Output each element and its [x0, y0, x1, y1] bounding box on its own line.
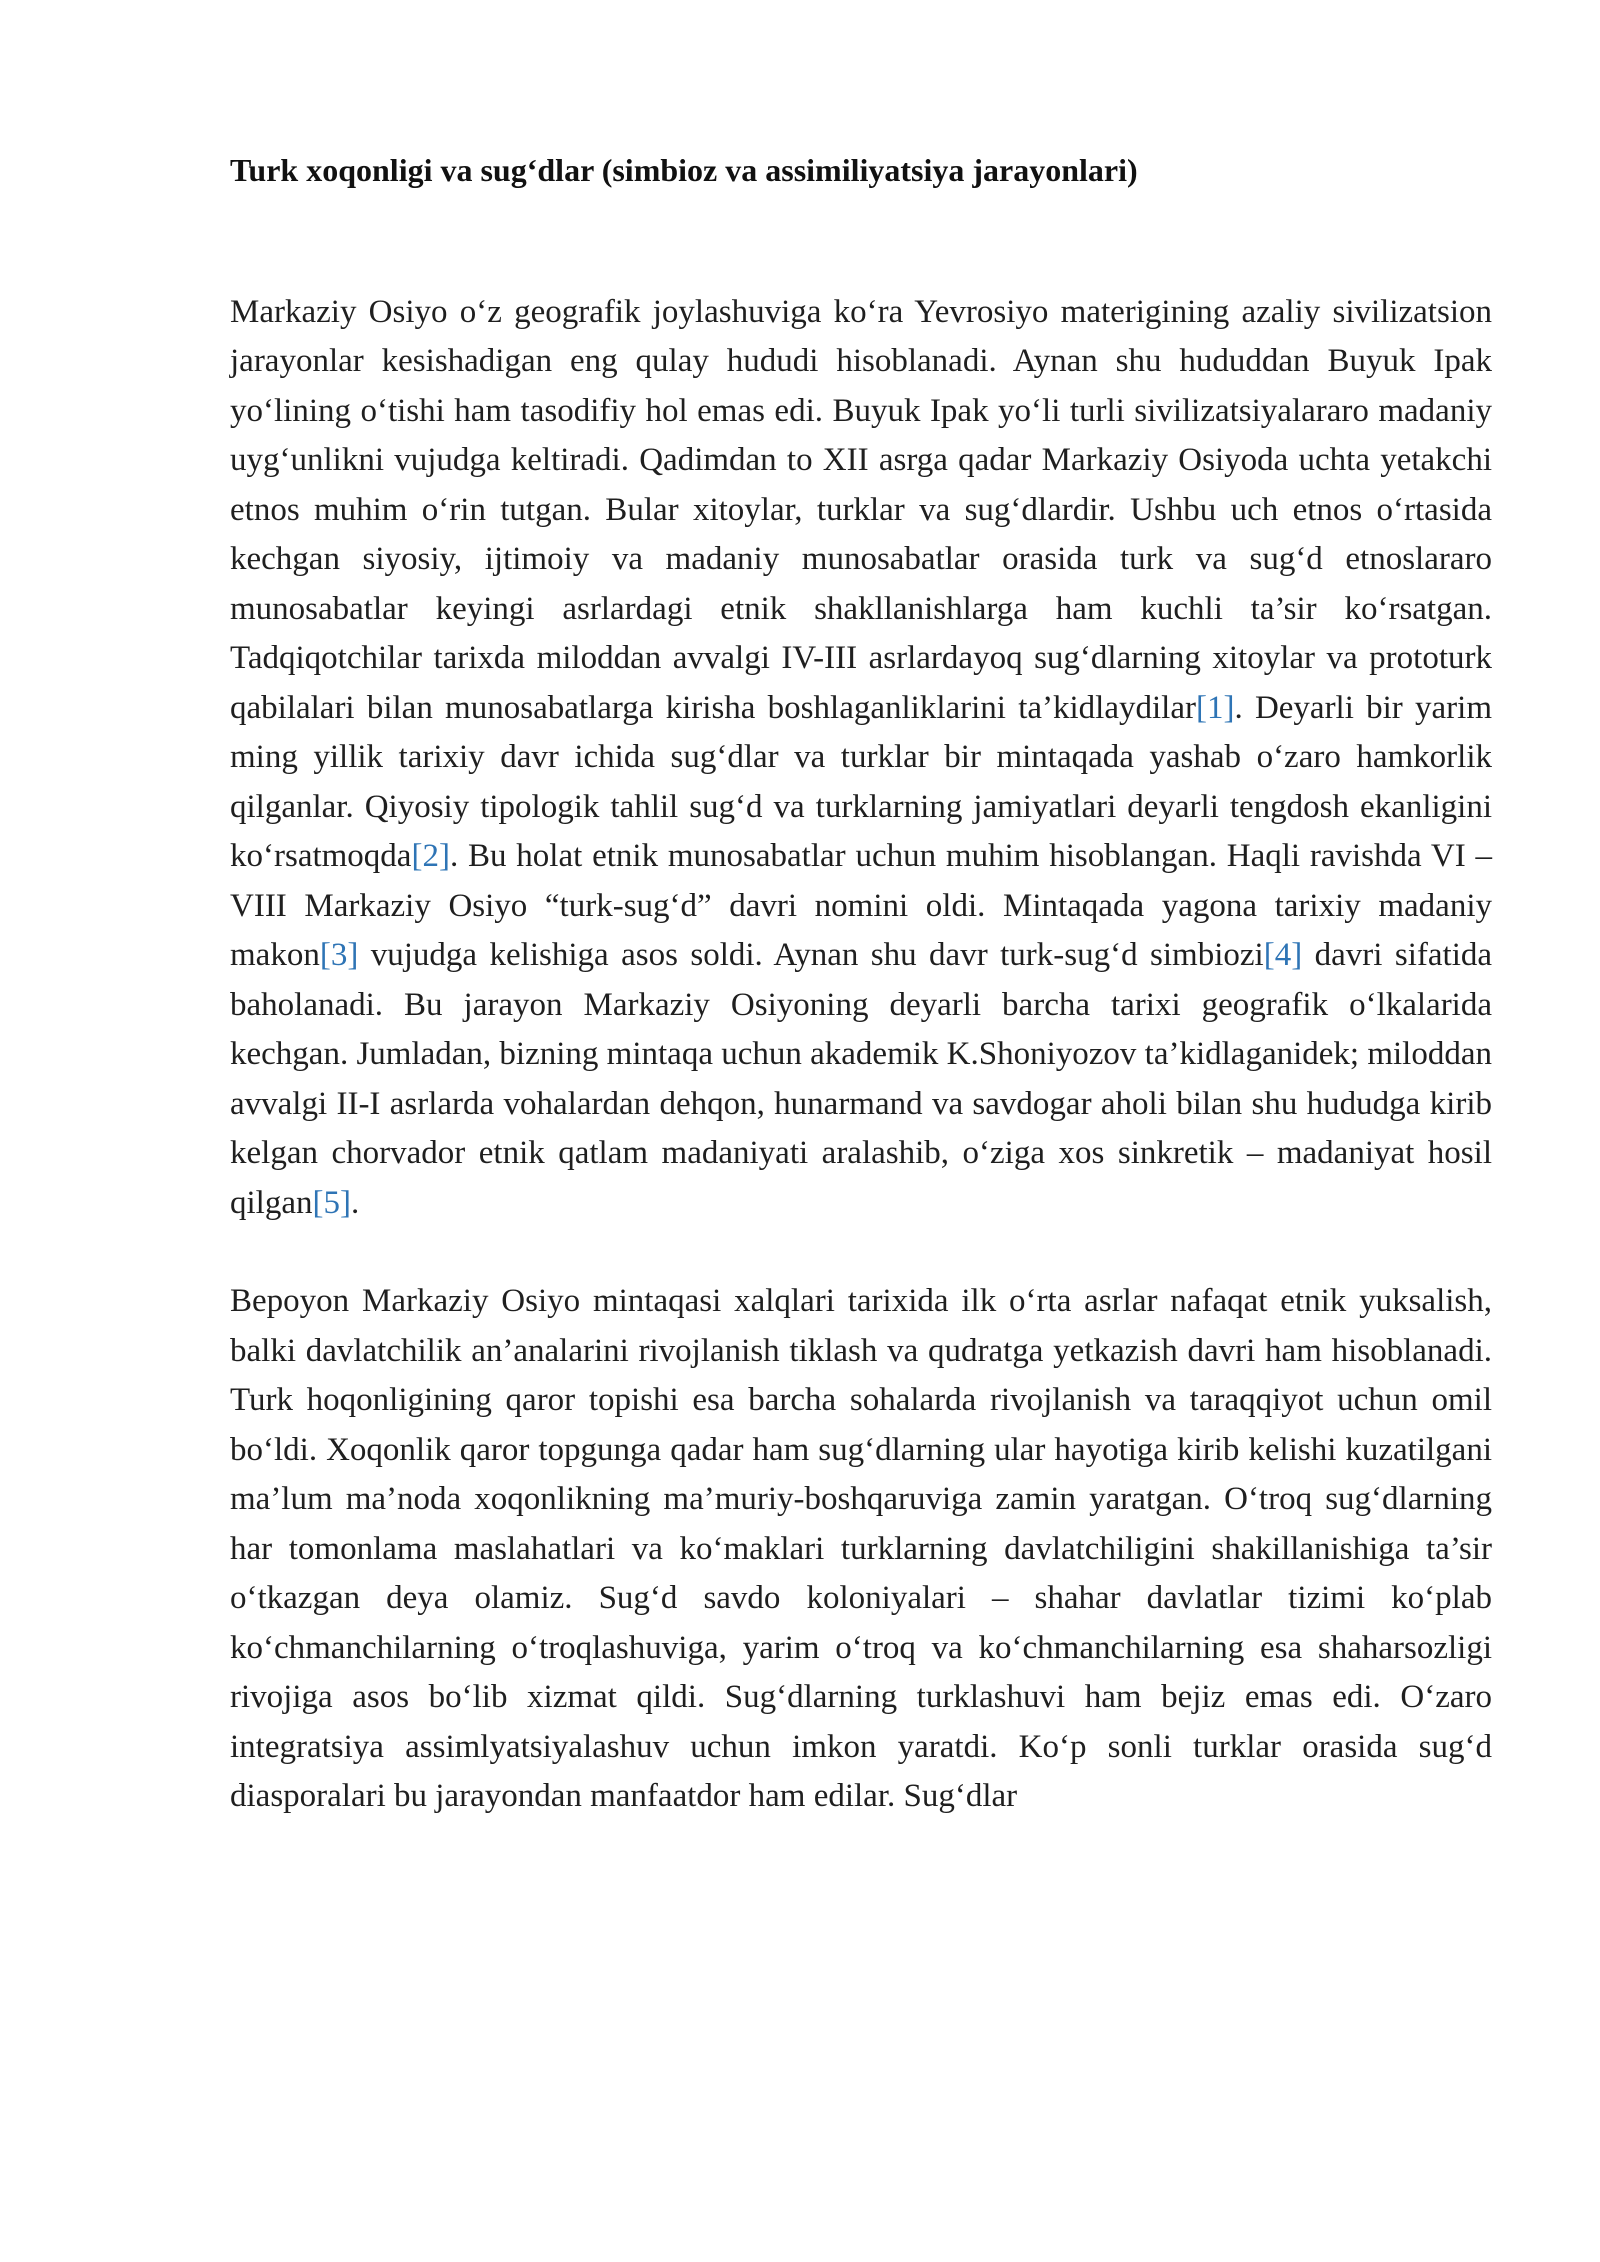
footnote-link-3[interactable]: [3] — [319, 937, 359, 974]
paragraph-text: vujudga kelishiga asos soldi. Aynan shu davr turk-sug‘d simbiozi — [358, 937, 1264, 974]
paragraph-text: . Deyarli bir yarim ming yillik tarixiy davr ichida sug‘dlar va turklar bir mintaqada yashab o‘zaro hamkorlik qilganlar. Qiyosiy tipologik tahlil sug‘d va turklarning jamiyatlari deyarli tengdosh ekanligini ko‘rsatmoqda — [230, 689, 1492, 875]
footnote-link-4[interactable]: [4] — [1263, 937, 1303, 974]
document-title: Turk xoqonligi va sug‘dlar (simbioz va assimiliyatsiya jarayonlari) — [230, 152, 1138, 188]
footnote-link-1[interactable]: [1] — [1195, 689, 1235, 726]
body-paragraph — [230, 1277, 1492, 1822]
paragraph-text: davri sifatida baholanadi. Bu jarayon Markaziy Osiyoning deyarli barcha tarixi geografik o‘lkalarida kechgan. Jumladan, bizning mintaqa uchun akademik K.Shoniyozov ta’kidlaganidek; miloddan avvalgi II-I asrlarda vohalardan dehqon, hunarmand va savdogar aholi bilan shu hududga kirib kelgan chorvador etnik qatlam madaniyati aralashib, o‘ziga xos sinkretik – madaniyat hosil qilgan — [230, 937, 1493, 1221]
paragraph-text: Markaziy Osiyo o‘z geografik joylashuviga ko‘ra Yevrosiyo materigining azaliy sivilizatsion jarayonlar kesishadigan eng qulay hududi hisoblanadi. Aynan shu hududdan Buyuk Ipak yo‘lining o‘tishi ham tasodifiy hol emas edi. Buyuk Ipak yo‘li turli sivilizatsiyalararo madaniy uyg‘unlikni vujudga keltiradi. Qadimdan to XII asrga qadar Markaziy Osiyoda uchta yetakchi etnos muhim o‘rin tutgan. Bular xitoylar, turklar va sug‘dlardir. Ushbu uch etnos o‘rtasida kechgan siyosiy, ijtimoiy va madaniy munosabatlar orasida turk va sug‘d etnoslararo munosabatlar keyingi asrlardagi etnik shakllanishlarga ham kuchli ta’sir ko‘rsatgan. Tadqiqotchilar tarixda miloddan avvalgi IV-III asrlardayoq sug‘dlarning xitoylar va prototurk qabilalari bilan munosabatlarga kirisha boshlaganliklarini ta’kidlaydilar — [230, 293, 1492, 726]
footnote-link-2[interactable]: [2] — [411, 838, 450, 875]
paragraph-text: . — [350, 1184, 360, 1221]
document-page — [230, 150, 1492, 1871]
paragraph-text: Bepoyon Markaziy Osiyo mintaqasi xalqlari tarixida ilk o‘rta asrlar nafaqat etnik yuksalish, balki davlatchilik an’analarini rivojlanish tiklash va qudratga yetkazish davri ham hisoblanadi. Turk hoqonligining qaror topishi esa barcha sohalarda rivojlanish va taraqqiyot uchun omil bo‘ldi. Xoqonlik qaror topgunga qadar ham sug‘dlarning ular hayotiga kirib kelishi kuzatilgani ma’lum ma’noda xoqonlikning ma’muriy-boshqaruviga zamin yaratgan. O‘troq sug‘dlarning har tomonlama maslahatlari va ko‘maklari turklarning davlatchiligini shakillanishiga ta’sir o‘tkazgan deya olamiz. Sug‘d savdo koloniyalari – shahar davlatlar tizimi ko‘plab ko‘chmanchilarning o‘troqlashuviga, yarim o‘troq va ko‘chmanchilarning esa shaharsozligi rivojiga asos bo‘lib xizmat qildi. Sug‘dlarning turklashuvi ham bejiz emas edi. O‘zaro integratsiya assimlyatsiyalashuv uchun imkon yaratdi. Ko‘p sonli turklar orasida sug‘d diasporalari bu jarayondan manfaatdor ham edilar. Sug‘dlar — [230, 1283, 1492, 1815]
body-paragraph — [230, 288, 1492, 1229]
paragraph-text: . Bu holat etnik munosabatlar uchun muhim hisoblangan. Haqli ravishda VI – VIII Markaziy Osiyo “turk-sug‘d” davri nomini oldi. Mintaqada yagona tarixiy madaniy makon — [230, 838, 1492, 974]
footnote-link-5[interactable]: [5] — [312, 1184, 351, 1221]
